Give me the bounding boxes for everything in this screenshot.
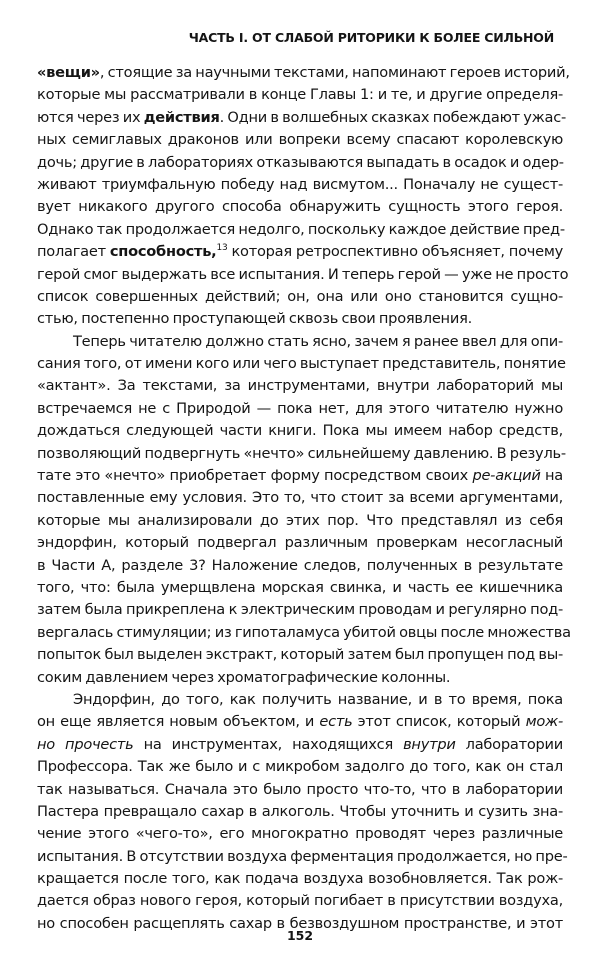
text-line [37,398,563,420]
text-line [37,174,563,196]
text-line [37,711,563,733]
text-run: этот список, который [352,713,526,731]
text-run: . Одни в волшебных сказках побеждают ужас- [219,108,567,126]
text-run: кращается после того, как подача воздуха возобновляется. Так рож- [37,870,563,888]
text-run: эндорфин, который подвергал различным проверкам несогласный [37,534,563,552]
text-line [37,846,568,868]
text-run: дочь; другие в лабораториях отказываются выпадать в осадок и одер- [37,153,564,171]
text-run: в Части А, разделе 3? Наложение следов, полученных в результате [37,556,563,574]
text-run: он еще является новым объектом, и [37,713,320,731]
bold-term: способность, [109,243,217,261]
text-run: список совершенных действий; он, она или оно становится сущно- [37,287,563,305]
text-line [37,599,563,621]
italic-term: ре-акций [472,467,541,485]
text-run: «актант». За текстами, за инструментами, внутри лабораторий мы [37,377,563,395]
text-line [37,264,569,286]
text-run: живают триумфальную победу над висмутом... Поначалу не сущест- [37,175,563,193]
text-run: , стоящие за научными текстами, напоминают героев историй, [99,64,570,81]
text-run: лаборатории [455,735,563,753]
text-run: Пастера превращало сахар в алкоголь. Чтобы уточнить и сузить зна- [37,802,563,820]
text-run: вергалась стимуляции; из гипоталамуса убитой овцы после множества [37,623,571,641]
text-line [37,219,563,241]
text-line [37,152,563,174]
text-run: тате это «нечто» приобретает форму посредством своих [37,467,473,485]
text-run: Теперь читателю должно стать ясно, зачем я ранее ввел для опи- [73,332,563,350]
italic-term: есть [319,713,353,731]
text-run: которые мы анализировали до этих пор. Что представлял из себя [37,511,563,529]
text-run: так называться. Сначала это было просто что-то, что в лаборатории [37,780,563,798]
text-run: ных семиглавых драконов или вопреки всему спасают королевскую [37,131,563,149]
text-run: дается образ нового героя, который погибает в присутствии воздуха, [37,892,563,910]
text-run: которые мы рассматривали в конце Главы 1: и те, и другие определя- [37,86,563,104]
text-run: на [540,467,564,485]
text-run: Однако так продолжается недолго, поскольку каждое действие пред- [37,220,565,238]
text-run: ются через их [37,108,144,126]
text-line [37,823,563,845]
text-line [37,622,571,644]
text-line [37,241,563,263]
text-run: вует никакого другого способа обнаружить сущность этого героя. [37,198,563,216]
text-line [37,779,563,801]
text-run: встречаемся не с Природой — пока нет, для этого читателю нужно [37,399,563,417]
text-line [37,868,563,890]
text-run: попыток был выделен экстракт, который затем был пропущен под вы- [37,646,563,664]
bold-term: действия [143,108,220,126]
text-line [37,107,567,129]
text-line [37,84,563,106]
text-line [37,689,563,711]
bold-term: «вещи» [37,64,100,81]
text-run: испытания. В отсутствии воздуха ферментация продолжается, но пре- [37,847,568,865]
text-run: стью, постепенно проступающей сквозь свои проявления. [37,310,473,328]
text-line [37,129,563,151]
text-run: чение этого «чего-то», его многократно проводят через различные [37,825,563,843]
text-run: на инструментах, находящихся [133,735,404,753]
text-line [37,487,563,509]
text-line [37,890,563,912]
body-text [37,62,571,935]
text-line [37,756,563,778]
running-header: ЧАСТЬ I. ОТ СЛАБОЙ РИТОРИКИ К БОЛЕЕ СИЛЬНОЙ [188,30,554,45]
text-line [37,420,563,442]
text-line [37,667,563,689]
text-line [37,510,563,532]
text-run: сания того, от имени кого или чего выступает представитель, понятие [37,355,566,373]
text-line [37,353,566,375]
text-line [37,801,563,823]
text-run: но способен расщеплять сахар в безвоздушном пространстве, и этот [37,914,563,932]
text-line [37,375,563,397]
text-run: поставленные ему условия. Это то, что стоит за всеми аргументами, [37,489,563,507]
footnote-ref: 13 [216,243,228,254]
text-run: затем была прикреплена к электрическим проводам и регулярно под- [37,601,563,619]
text-run: того, что: была умерщвлена морская свинка, и часть ее кишечника [37,578,563,596]
text-run: позволяющий подвергнуть «нечто» сильнейшему давлению. В резуль- [37,444,566,462]
page-number: 152 [286,928,314,943]
italic-term: но прочесть [37,735,134,753]
italic-term: внутри [403,735,456,753]
text-line [37,331,563,353]
text-run: герой смог выдержать все испытания. И теперь герой — уже не просто [37,265,569,283]
text-run: дождаться следующей части книги. Пока мы имеем набор средств, [37,422,563,440]
italic-term: мож- [525,713,563,731]
text-line [37,644,563,666]
text-run: Профессора. Так же было и с микробом задолго до того, как он стал [37,758,563,776]
text-line [37,308,563,330]
text-line [37,532,563,554]
text-line [37,555,563,577]
text-line [37,577,563,599]
text-line [37,465,563,487]
text-line [37,196,563,218]
text-run: которая ретроспективно объясняет, почему [227,243,563,261]
text-run: соким давлением через хроматографические колонны. [37,668,451,686]
text-line [37,286,563,308]
text-line [37,443,566,465]
text-run: Эндорфин, до того, как получить название, и в то время, пока [73,690,563,708]
text-line [37,62,570,84]
text-line [37,734,563,756]
text-run: полагает [37,243,110,261]
